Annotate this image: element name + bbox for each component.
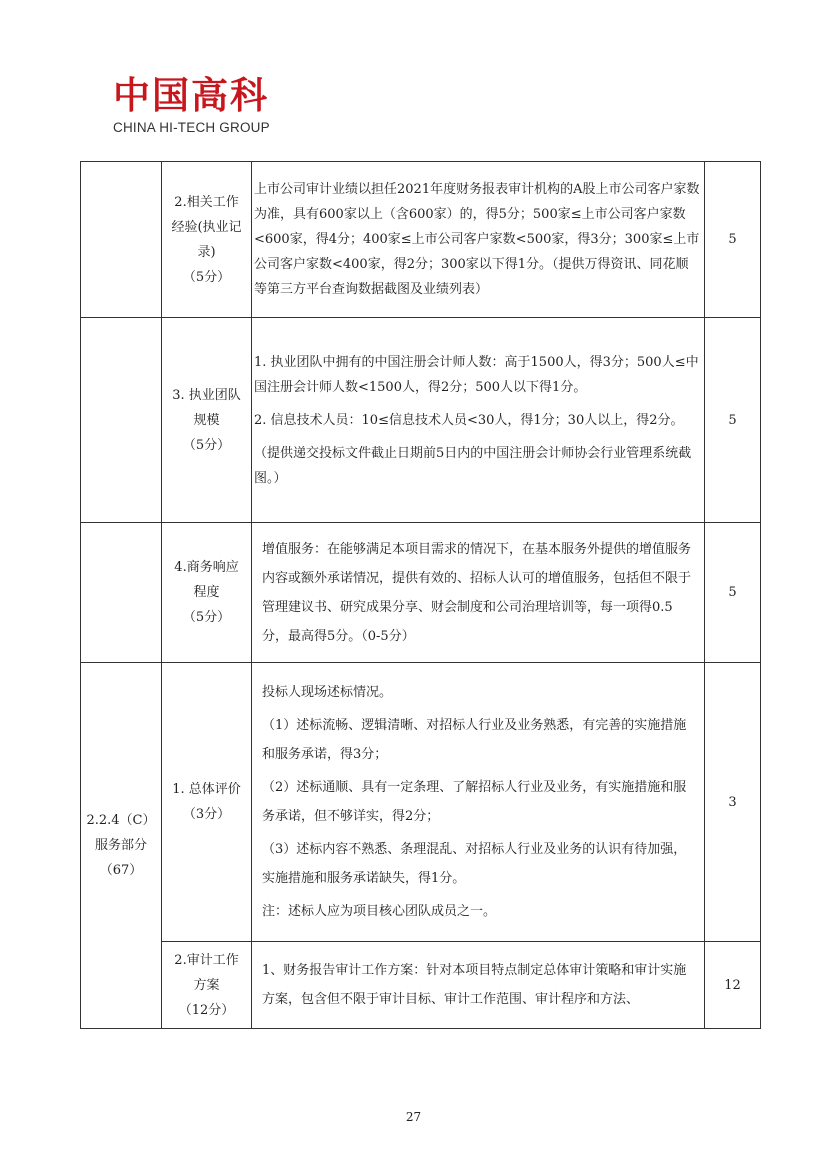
- criterion-line: 规模: [193, 412, 220, 428]
- score-cell: 5: [705, 523, 761, 663]
- criterion-line: 3. 执业团队: [172, 387, 241, 403]
- description-cell: [252, 318, 705, 523]
- description-paragraph: （3）述标内容不熟悉、条理混乱、对招标人行业及业务的认识有待加强，实施措施和服务承诺缺失，得1分。: [262, 842, 687, 886]
- table-row: [81, 663, 761, 942]
- criterion-cell: [162, 523, 252, 663]
- criterion-line: 1. 总体评价: [172, 782, 241, 797]
- criterion-line: （5分）: [182, 610, 231, 625]
- description-paragraph: 增值服务：在能够满足本项目需求的情况下，在基本服务外提供的增值服务内容或额外承诺情况，提供有效的、招标人认可的增值服务，包括但不限于管理建议书、研究成果分享、财会制度和公司治理培训等，每一项得0.5分，最高得5分。（0-5分）: [262, 541, 692, 644]
- category-cell: [81, 663, 162, 1029]
- table-row: [81, 162, 761, 318]
- category-line: 2.2.4（C）: [86, 813, 156, 828]
- description-paragraph: 1. 执业团队中拥有的中国注册会计师人数：高于1500人，得3分；500人≤中国注册会计师人数<1500人，得2分；500人以下得1分。: [254, 354, 699, 395]
- category-cell-empty: [81, 523, 162, 663]
- criterion-line: 录): [197, 244, 216, 260]
- criterion-line: 经验(执业记: [171, 219, 242, 235]
- table-row: [81, 942, 761, 1029]
- score-cell: 5: [705, 318, 761, 523]
- criterion-line: （5分）: [182, 437, 231, 453]
- description-cell: [252, 942, 705, 1029]
- description-paragraph: 1、财务报告审计工作方案：针对本项目特点制定总体审计策略和审计实施方案，包含但不限于审计目标、审计工作范围、审计程序和方法、: [262, 963, 687, 1007]
- criterion-line: （12分）: [178, 1002, 235, 1018]
- page-number: 27: [405, 1110, 422, 1124]
- score-cell: 12: [705, 942, 761, 1029]
- criterion-cell: [162, 663, 252, 942]
- table-row: [81, 523, 761, 663]
- category-cell-empty: [81, 318, 162, 523]
- criterion-line: （5分）: [182, 269, 231, 285]
- table-row: [81, 318, 761, 523]
- criterion-line: （3分）: [182, 807, 231, 822]
- criterion-line: 4.商务响应: [174, 560, 239, 575]
- description-paragraph: （1）述标流畅、逻辑清晰、对招标人行业及业务熟悉，有完善的实施措施和服务承诺，得3分；: [262, 718, 687, 762]
- score-cell: 3: [705, 663, 761, 942]
- criterion-cell: [162, 162, 252, 318]
- description-paragraph: （2）述标通顺、具有一定条理、了解招标人行业及业务，有实施措施和服务承诺，但不够详实，得2分；: [262, 780, 687, 824]
- description-paragraph: 投标人现场述标情况。: [262, 685, 393, 700]
- description-cell: [252, 523, 705, 663]
- category-line: （67）: [99, 863, 143, 878]
- description-cell: [252, 663, 705, 942]
- description-cell: [252, 162, 705, 318]
- description-paragraph: 注：述标人应为项目核心团队成员之一。: [262, 904, 497, 919]
- logo-chinese-text: 中国高科: [113, 74, 269, 117]
- logo-english-text: CHINA HI-TECH GROUP: [113, 120, 270, 135]
- description-paragraph: 2. 信息技术人员：10≤信息技术人员<30人，得1分；30人以上，得2分。: [254, 412, 684, 428]
- criterion-line: 程度: [193, 585, 220, 600]
- score-cell: 5: [705, 162, 761, 318]
- description-paragraph: （提供递交投标文件截止日期前5日内的中国注册会计师协会行业管理系统截图。）: [254, 445, 692, 486]
- criterion-line: 2.相关工作: [174, 194, 239, 210]
- company-logo: [113, 76, 270, 135]
- criterion-line: 方案: [193, 977, 220, 993]
- category-line: 服务部分: [94, 838, 147, 853]
- description-paragraph: 上市公司审计业绩以担任2021年度财务报表审计机构的A股上市公司客户家数为准，具有600家以上（含600家）的，得5分；500家≤上市公司客户家数<600家，得4分；400家≤上市公司客户家数<500家，得3分；300家≤上市公司客户家数<400家，得2分；300家以下得1分。（提供万得资讯、同花顺等第三方平台查询数据截图及业绩列表）: [254, 182, 700, 297]
- criterion-cell: [162, 318, 252, 523]
- criterion-line: 2.审计工作: [174, 952, 239, 968]
- category-cell-empty: [81, 162, 162, 318]
- scoring-table: [80, 161, 761, 1029]
- criterion-cell: [162, 942, 252, 1029]
